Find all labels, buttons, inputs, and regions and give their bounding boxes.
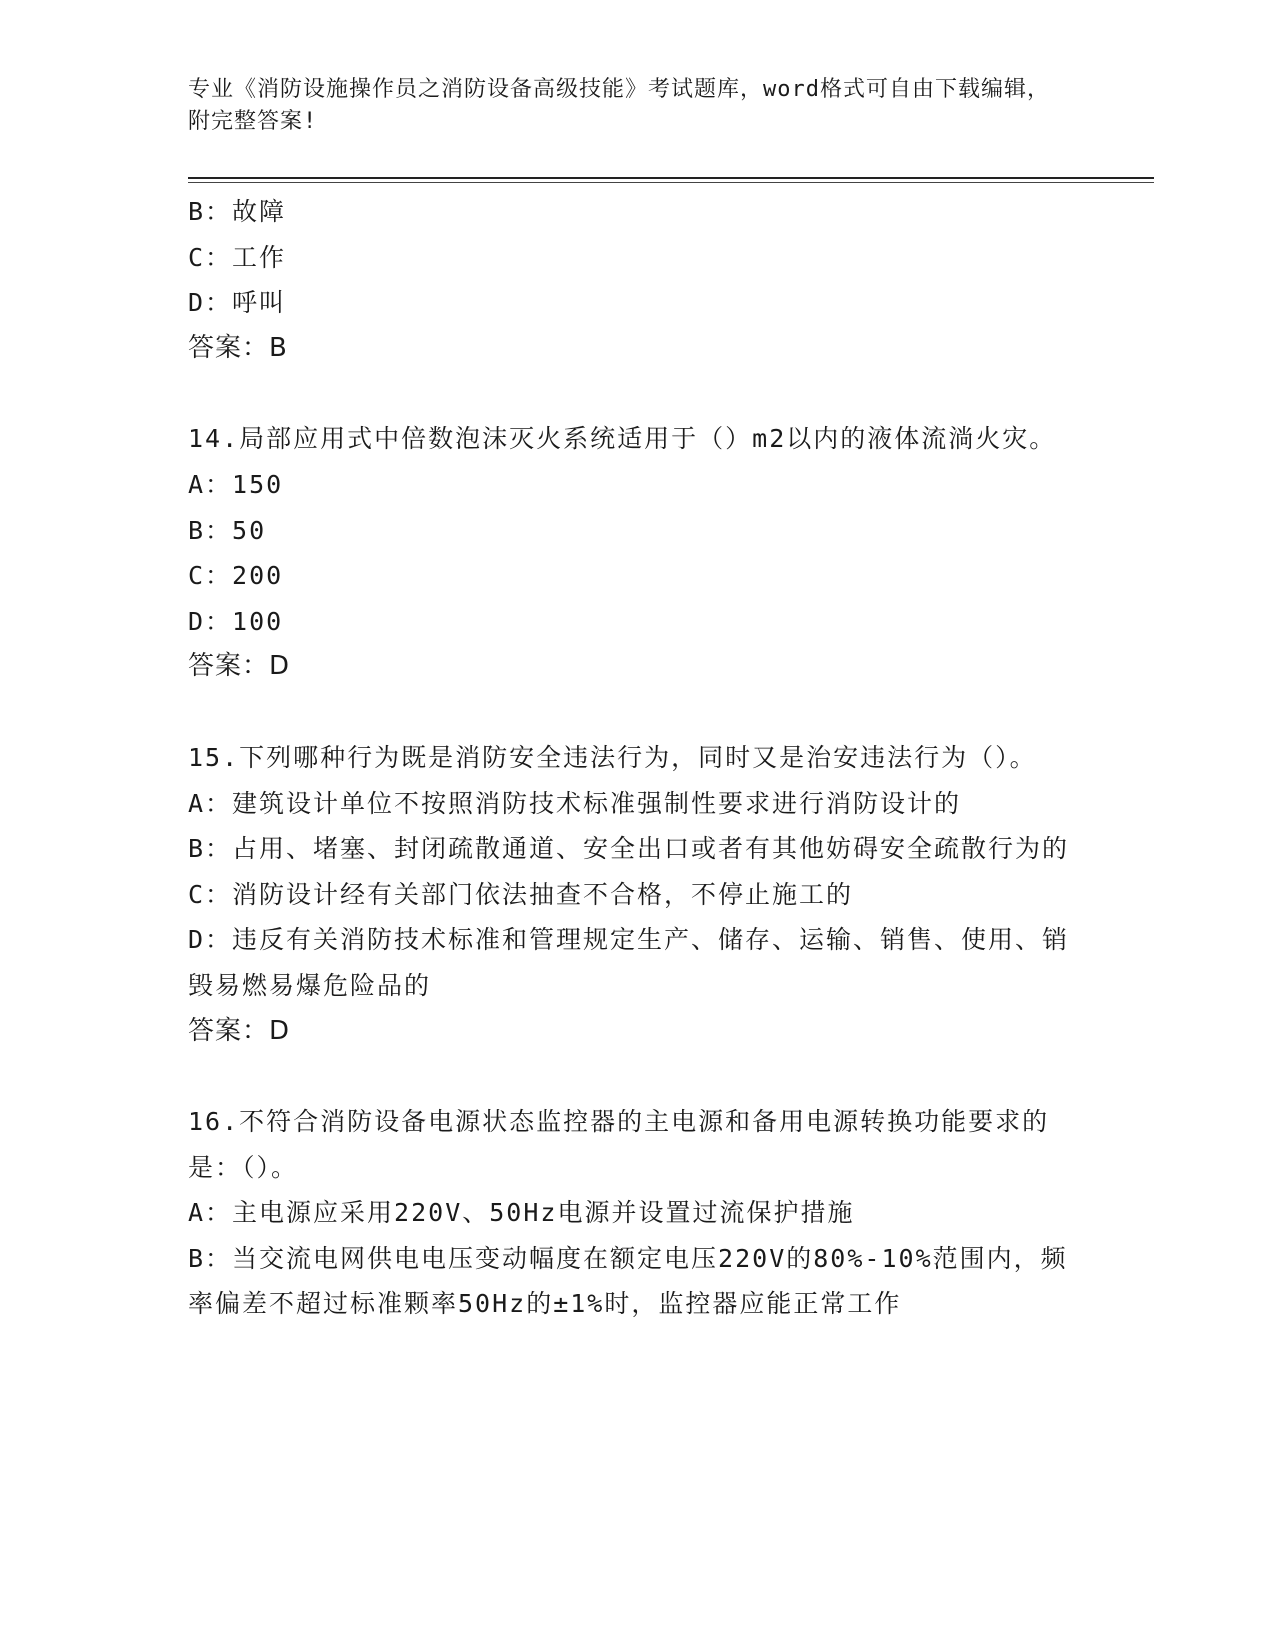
option-c: C：200 — [188, 561, 284, 591]
option-b: B：占用、堵塞、封闭疏散通道、安全出口或者有其他妨碍安全疏散行为的 — [188, 834, 1070, 864]
option-c: C：工作 — [188, 242, 287, 272]
header-rule-thin — [188, 182, 1154, 183]
option-d: D：呼叫 — [188, 288, 287, 318]
option-a: A：150 — [188, 469, 284, 499]
question-14 — [188, 416, 1088, 690]
option-b: B：故障 — [188, 197, 287, 226]
question-stem: 15.下列哪种行为既是消防安全违法行为，同时又是治安违法行为（）。 — [188, 742, 1037, 772]
option-b: B：当交流电网供电电压变动幅度在额定电压220V的80%-10%范围内，频率偏差不超过标准颗率50Hz的±1%时，监控器应能正常工作 — [188, 1243, 1068, 1319]
header-rule-thick — [188, 177, 1154, 179]
option-c: C：消防设计经有关部门依法抽查不合格，不停止施工的 — [188, 879, 854, 909]
answer: 答案：D — [188, 651, 291, 682]
document-body — [188, 189, 1088, 1327]
option-a: A：建筑设计单位不按照消防技术标准强制性要求进行消防设计的 — [188, 788, 962, 818]
question-stem: 16.不符合消防设备电源状态监控器的主电源和备用电源转换功能要求的是：（）。 — [188, 1107, 1050, 1182]
question-15 — [188, 735, 1088, 1054]
question-stem: 14.局部应用式中倍数泡沫灭火系统适用于（）m2以内的液体流淌火灾。 — [188, 424, 1057, 454]
question-13-continued — [188, 189, 1088, 371]
answer: 答案：B — [188, 332, 288, 363]
option-d: D：违反有关消防技术标准和管理规定生产、储存、运输、销售、使用、销毁易燃易爆危险品的 — [188, 925, 1070, 1000]
answer: 答案：D — [188, 1015, 291, 1046]
document-header: 专业《消防设施操作员之消防设备高级技能》考试题库，word格式可自由下载编辑，附完整答案! — [188, 77, 1050, 134]
option-d: D：100 — [188, 606, 284, 636]
question-16 — [188, 1099, 1088, 1327]
option-b: B：50 — [188, 515, 267, 545]
option-a: A：主电源应采用220V、50Hz电源并设置过流保护措施 — [188, 1198, 855, 1228]
